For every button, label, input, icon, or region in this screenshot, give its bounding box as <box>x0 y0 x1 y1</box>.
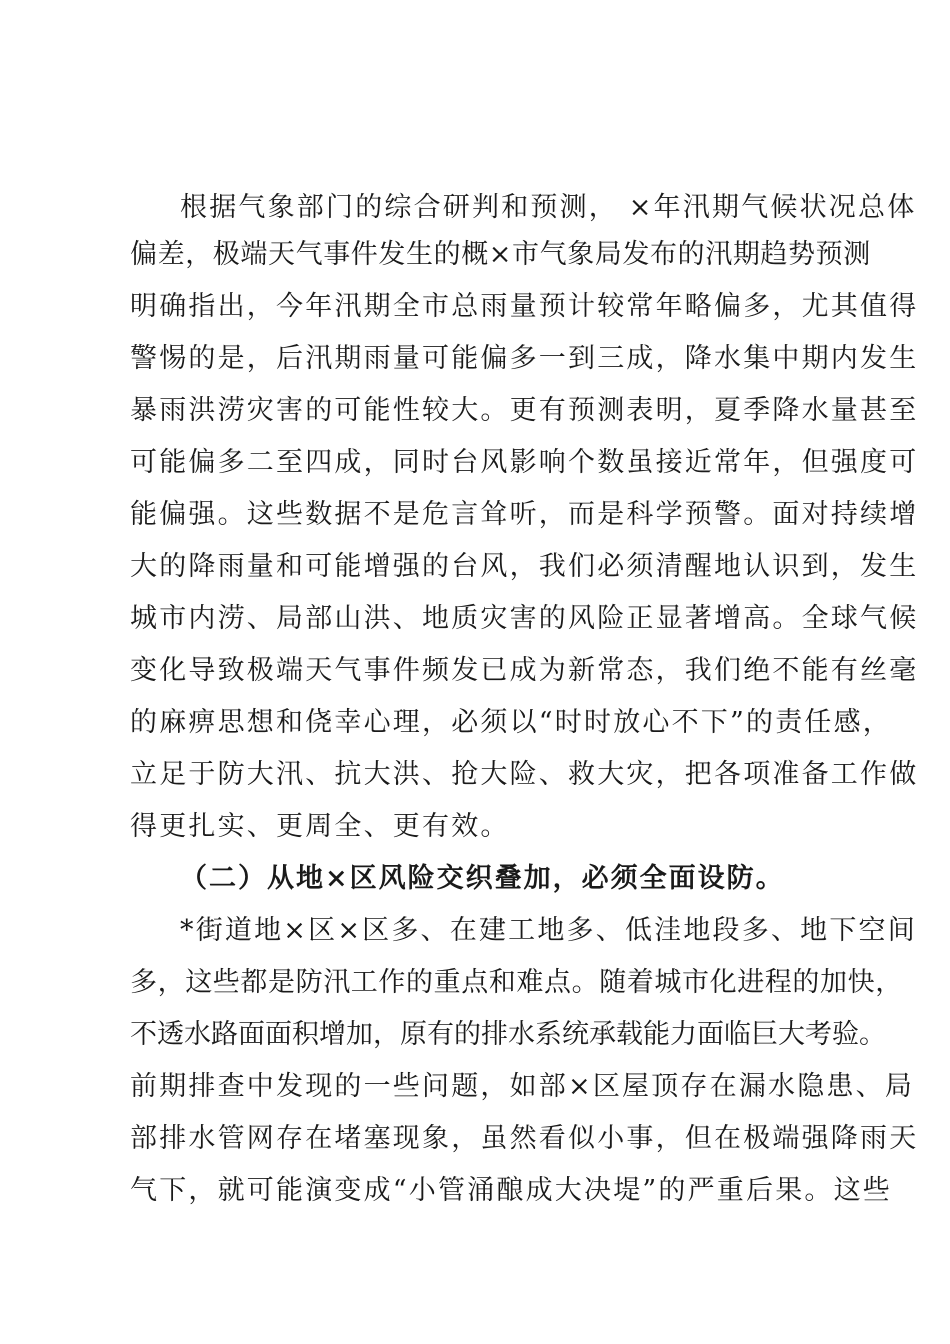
paragraph-1-line-3: 明确指出，今年汛期全市总雨量预计较常年略偏多，尤其值得 <box>130 291 919 322</box>
paragraph-1-line-9: 城市内涝、局部山洪、地质灾害的风险正显著增高。全球气候 <box>130 603 919 634</box>
paragraph-1-line-4: 警惕的是，后汛期雨量可能偏多一到三成，降水集中期内发生 <box>130 343 919 374</box>
paragraph-1-line-12: 立足于防大汛、抗大洪、抢大险、救大灾，把各项准备工作做 <box>130 759 919 790</box>
paragraph-2-line-6: 气下，就可能演变成“小管涌酿成大决堤”的严重后果。这些 <box>130 1175 893 1206</box>
paragraph-1-line-1: 根据气象部门的综合研判和预测， ×年汛期气候状况总体 <box>180 192 917 223</box>
paragraph-1-line-2: 偏差，极端天气事件发生的概×市气象局发布的汛期趋势预测 <box>130 239 871 270</box>
paragraph-2-line-4: 前期排查中发现的一些问题，如部×区屋顶存在漏水隐患、局 <box>130 1071 915 1102</box>
paragraph-2-line-1: *街道地×区×区多、在建工地多、低洼地段多、地下空间 <box>180 915 917 946</box>
paragraph-1-line-7: 能偏强。这些数据不是危言耸听，而是科学预警。面对持续增 <box>130 499 919 530</box>
paragraph-1-line-10: 变化导致极端天气事件频发已成为新常态，我们绝不能有丝毫 <box>130 655 919 686</box>
paragraph-1-line-6: 可能偏多二至四成，同时台风影响个数虽接近常年，但强度可 <box>130 447 919 478</box>
paragraph-1-line-5: 暴雨洪涝灾害的可能性较大。更有预测表明，夏季降水量甚至 <box>130 395 919 426</box>
paragraph-1-line-11: 的麻痹思想和侥幸心理，必须以“时时放心不下”的责任感， <box>130 707 893 738</box>
section-heading: （二）从地×区风险交织叠加，必须全面设防。 <box>180 863 785 894</box>
paragraph-1-line-13: 得更扎实、更周全、更有效。 <box>130 811 510 842</box>
paragraph-2-line-3: 不透水路面面积增加，原有的排水系统承载能力面临巨大考验。 <box>130 1019 886 1050</box>
paragraph-2-line-2: 多，这些都是防汛工作的重点和难点。随着城市化进程的加快， <box>130 967 903 998</box>
paragraph-2-line-5: 部排水管网存在堵塞现象，虽然看似小事，但在极端强降雨天 <box>130 1123 919 1154</box>
paragraph-1-line-8: 大的降雨量和可能增强的台风，我们必须清醒地认识到，发生 <box>130 551 919 582</box>
